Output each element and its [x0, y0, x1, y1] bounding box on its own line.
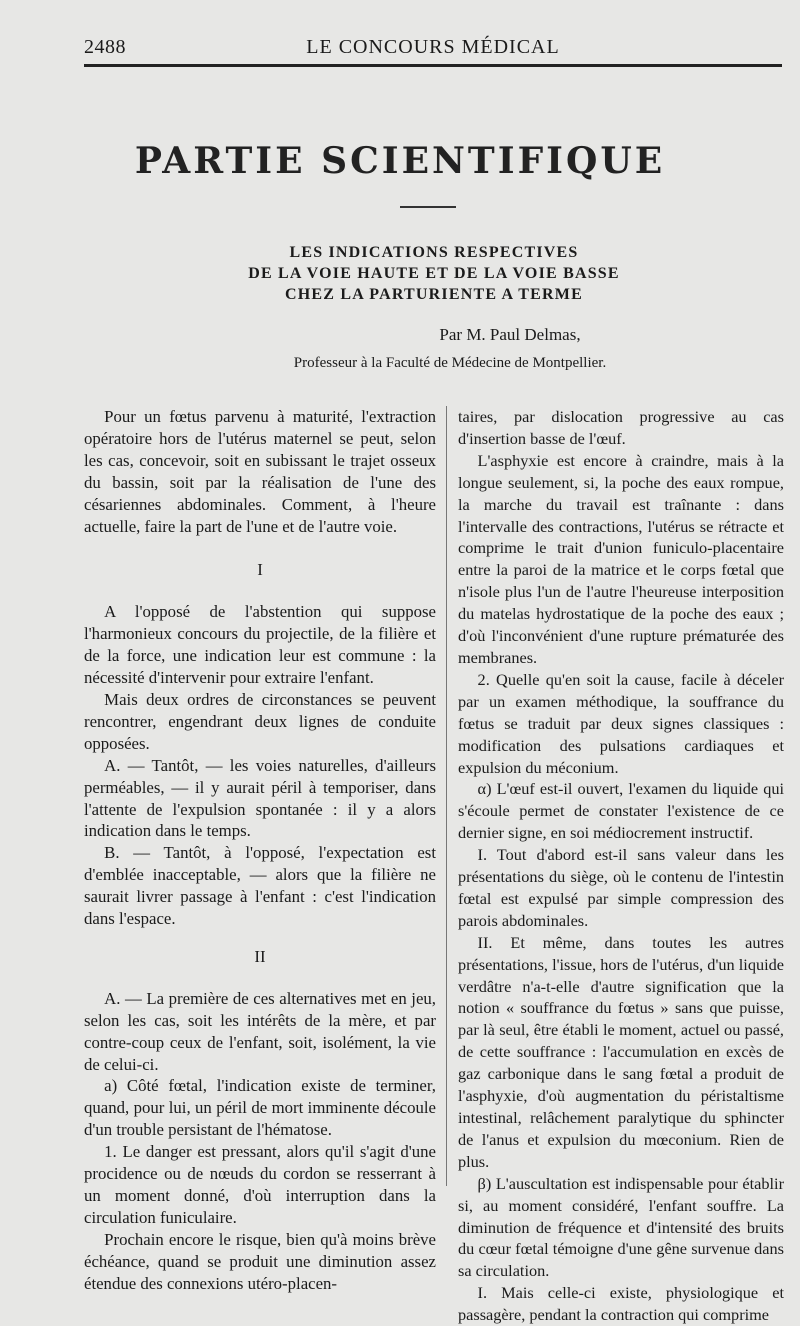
- section-heading: I: [257, 560, 263, 580]
- header-rule: [84, 64, 782, 67]
- paragraph: A. — La première de ces alternatives met en jeu, selon les cas, soit les intérêts de la mère, et par contre-coup ceux de l'enfant, soit, isolément, la vie de celui-ci.: [84, 988, 436, 1074]
- right-column: [458, 406, 784, 1326]
- paragraph: II. Et même, dans toutes les autres présentations, l'issue, hors de l'utérus, d'un liquide verdâtre n'a-t-elle d'autre signification que la notion « souffrance du fœtus » sans que puisse, par là seul, être établi le moment, actuel ou passé, de cette souffrance : l'accumulation en excès de gaz carbonique dans le sang fœtal a produit de l'asphyxie, d'où augmentation du péristaltisme intestinal, relâchement paralytique du sphincter de l'anus et expulsion du mœconium. Rien de plus.: [458, 932, 784, 1171]
- paragraph: Pour un fœtus parvenu à maturité, l'extraction opératoire hors de l'utérus maternel se peut, selon les cas, concevoir, soit en subissant le trajet osseux du bassin, soit par la réalisation de l'une des césariennes abdominales. Comment, à l'heure actuelle, faire la part de l'une et de l'autre voie.: [84, 407, 436, 536]
- paragraph: L'asphyxie est encore à craindre, mais à la longue seulement, si, la poche des eaux rompue, la marche du travail est traînante : dans l'intervalle des contractions, l'utérus se rétracte et comprime le trait d'union funiculo-placentaire entre la paroi de la matrice et le corps fœtal que n'isole plus l'un de l'autre l'heureuse interposition du matelas hydrostatique de la poche des eaux ; d'où l'inconvénient d'une rupture prématurée des membranes.: [458, 450, 784, 667]
- paragraph: taires, par dislocation progressive au cas d'insertion basse de l'œuf.: [458, 407, 784, 448]
- section-title: PARTIE SCIENTIFIQUE: [134, 140, 666, 182]
- paragraph: Prochain encore le risque, bien qu'à moins brève échéance, quand se produit une diminution assez étendue des connexions utéro-placen-: [84, 1229, 436, 1293]
- author-byline: Par M. Paul Delmas,: [439, 325, 581, 344]
- running-head: [84, 36, 782, 66]
- left-column: [84, 406, 436, 1295]
- paragraph: 1. Le danger est pressant, alors qu'il s'agit d'une procidence ou de nœuds du cordon se resserrant à un moment donné, d'où interruption dans la circulation funiculaire.: [84, 1142, 436, 1227]
- article-title-line: CHEZ LA PARTURIENTE A TERME: [285, 286, 583, 303]
- column-divider: [446, 406, 447, 1186]
- paragraph: a) Côté fœtal, l'indication existe de terminer, quand, pour lui, un péril de mort imminente découle d'un trouble persistant de l'hématose.: [84, 1076, 436, 1140]
- author-affiliation: Professeur à la Faculté de Médecine de Montpellier.: [293, 355, 607, 371]
- article-title-line: LES INDICATIONS RESPECTIVES: [289, 244, 579, 261]
- journal-title: LE CONCOURS MÉDICAL: [306, 36, 560, 58]
- page-number: 2488: [84, 36, 126, 58]
- article-title: [0, 242, 800, 305]
- paragraph: 2. Quelle qu'en soit la cause, facile à déceler par un examen méthodique, la souffrance du fœtus se traduit par deux signes classiques : modification des pulsations cardiaques et expulsion du méconium.: [458, 669, 784, 777]
- section-heading: II: [254, 946, 266, 966]
- paragraph: B. — Tantôt, à l'opposé, l'expectation est d'emblée inacceptable, — alors que la filière ne saurait livrer passage à l'enfant : c'est l'indication dans l'espace.: [84, 843, 436, 929]
- title-divider: [400, 206, 456, 208]
- paragraph: β) L'auscultation est indispensable pour établir si, au moment considéré, l'enfant souffre. La diminution de fréquence et d'intensité des bruits du cœur fœtal témoigne d'une gêne survenue dans sa circulation.: [458, 1173, 784, 1281]
- paragraph: I. Tout d'abord est-il sans valeur dans les présentations du siège, où le contenu de l'intestin fœtal est expulsé par simple compression des parois abdominales.: [458, 845, 784, 930]
- paragraph: α) L'œuf est-il ouvert, l'examen du liquide qui s'écoule permet de constater l'existence de ce dernier signe, en soi médiocrement instructif.: [458, 779, 784, 843]
- paragraph: A. — Tantôt, — les voies naturelles, d'ailleurs perméables, — il y aurait péril à temporiser, dans l'attente de l'expulsion spontanée : il y a alors indication dans le temps.: [84, 755, 436, 841]
- article-title-line: DE LA VOIE HAUTE ET DE LA VOIE BASSE: [248, 265, 620, 282]
- paragraph: Mais deux ordres de circonstances se peuvent rencontrer, engendrant deux lignes de conduite opposées.: [84, 689, 436, 753]
- paragraph: A l'opposé de l'abstention qui suppose l'harmonieux concours du projectile, de la filière et de la force, une indication leur est commune : la nécessité d'intervenir pour extraire l'enfant.: [84, 602, 436, 688]
- paragraph: I. Mais celle-ci existe, physiologique et passagère, pendant la contraction qui comprime: [458, 1283, 784, 1325]
